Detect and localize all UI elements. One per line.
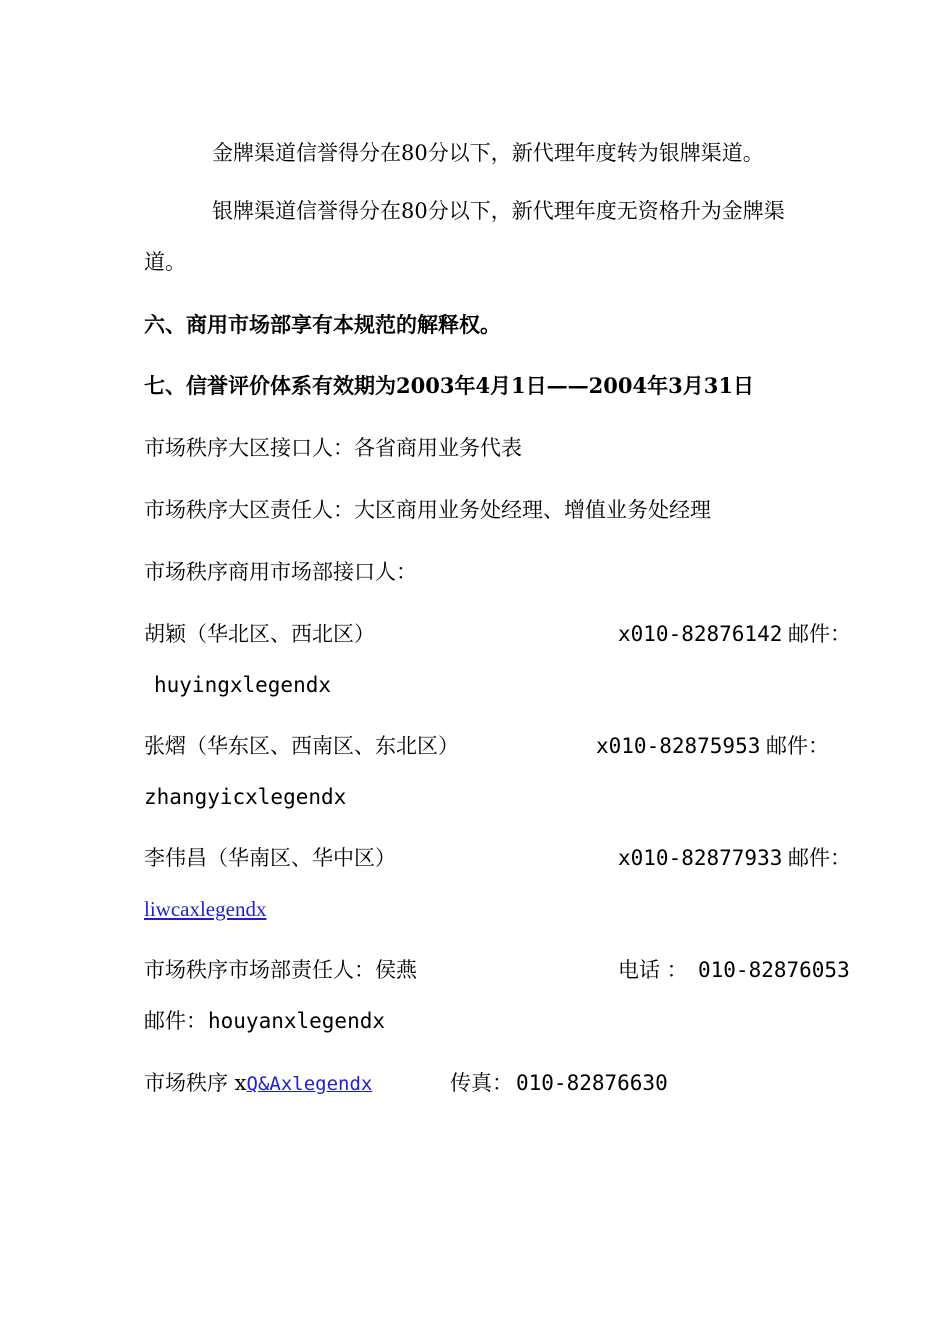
heading-section-six: 六、商用市场部享有本规范的解释权。 <box>144 312 501 337</box>
contact-mail-link-liweichang[interactable]: liwcaxlegendx <box>144 897 267 921</box>
dept-contact-label: 市场秩序商用市场部接口人： <box>144 560 417 584</box>
fax-number: 010-82876630 <box>516 1071 668 1095</box>
contact-name-liweichang: 李伟昌（华南区、华中区） <box>144 846 396 870</box>
contact-phone-huying: x010-82876142 <box>618 622 783 646</box>
contact-phone-liweichang: x010-82877933 <box>618 846 783 870</box>
market-owner-label: 市场秩序市场部责任人：侯燕 <box>144 958 417 982</box>
contact-name-huying: 胡颖（华北区、西北区） <box>144 622 375 646</box>
contact-mail-label-liweichang: 邮件： <box>788 846 851 870</box>
contact-mail-label-huying: 邮件： <box>788 622 851 646</box>
owner-phone: 010-82876053 <box>698 958 850 982</box>
contact-mail-huying: huyingxlegendx <box>154 673 332 697</box>
owner-phone-label: 电话 ： <box>618 958 688 982</box>
paragraph-silver-channel-line1: 银牌渠道信誉得分在80分以下，新代理年度无资格升为金牌渠 <box>212 199 785 223</box>
contact-mail-zhangyi: zhangyicxlegendx <box>144 785 347 809</box>
contact-mail-label-zhangyi: 邮件： <box>766 734 829 758</box>
paragraph-silver-channel-line2: 道。 <box>144 250 186 274</box>
region-owner-line: 市场秩序大区责任人：大区商用业务处经理、增值业务处经理 <box>144 498 711 522</box>
heading-section-seven: 七、信誉评价体系有效期为2003年4月1日——2004年3月31日 <box>144 373 754 398</box>
qa-mail-link[interactable]: Q&Axlegendx <box>246 1073 373 1095</box>
contact-phone-zhangyi: x010-82875953 <box>596 734 761 758</box>
paragraph-gold-channel: 金牌渠道信誉得分在80分以下，新代理年度转为银牌渠道。 <box>212 141 764 165</box>
fax-label: 传真： <box>450 1071 513 1095</box>
owner-mail-label: 邮件： <box>144 1009 207 1033</box>
qa-label <box>144 1068 372 1099</box>
contact-name-zhangyi: 张熠（华东区、西南区、东北区） <box>144 734 459 758</box>
qa-label-text: 市场秩序 x <box>144 1071 247 1095</box>
region-contact-line: 市场秩序大区接口人：各省商用业务代表 <box>144 436 522 460</box>
owner-mail: houyanxlegendx <box>208 1009 386 1033</box>
